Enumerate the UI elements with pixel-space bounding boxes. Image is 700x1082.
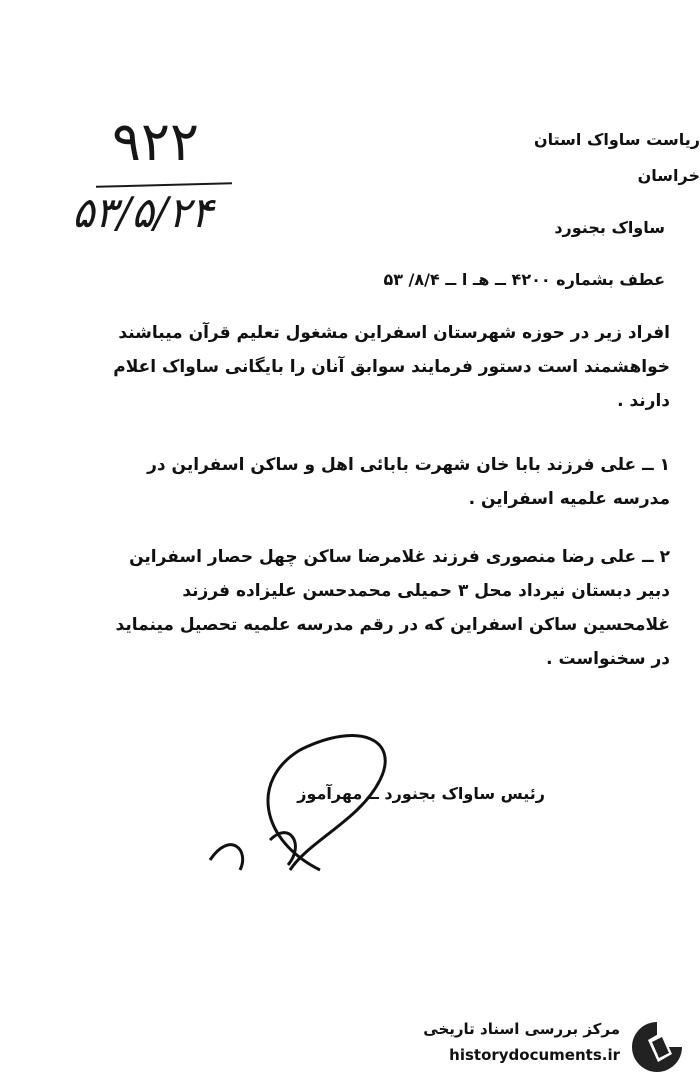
body-item-1: ۱ ــ علی فرزند بابا خان شهرت بابائی اهل و ساکن اسفراین در مدرسه علمیه اسفراین . (147, 455, 670, 509)
archive-url: historydocuments.ir (449, 1046, 620, 1064)
signature-title: رئیس ساواک بجنورد ــ مهرآموز (297, 784, 545, 803)
header-sender: ساواک بجنورد (554, 218, 665, 237)
header-addressee: ریاست ساواک استان (533, 130, 700, 149)
archive-logo-icon (628, 1018, 686, 1076)
body-intro: افراد زیر در حوزه شهرستان اسفراین مشغول تعلیم قرآن میباشند خواهشمند است دستور فرمایند سوابق آنان را بایگانی ساواک اعلام دارند . (113, 323, 670, 411)
reference-line: عطف بشماره ۴۲۰۰ ــ هـ ا ــ ۸/۴/ ۵۳ (383, 270, 665, 289)
handwritten-date: ۵۳/۵/۲۴ (72, 188, 214, 237)
header-province: خراسان (637, 166, 700, 185)
body-item-2: ۲ ــ علی رضا منصوری فرزند غلامرضا ساکن چهل حصار اسفراین دبیر دبستان نیرداد محل ۳ حمیلی محمدحسن علیزاده فرزند غلامحسین ساکن اسفراین که در رقم مدرسه علمیه تحصیل مینماید در سخنواست . (115, 547, 670, 669)
handwritten-underline (96, 182, 232, 188)
handwritten-number: ۹۲۲ (112, 110, 200, 173)
archive-name: مرکز بررسی اسناد تاریخی (423, 1020, 620, 1038)
